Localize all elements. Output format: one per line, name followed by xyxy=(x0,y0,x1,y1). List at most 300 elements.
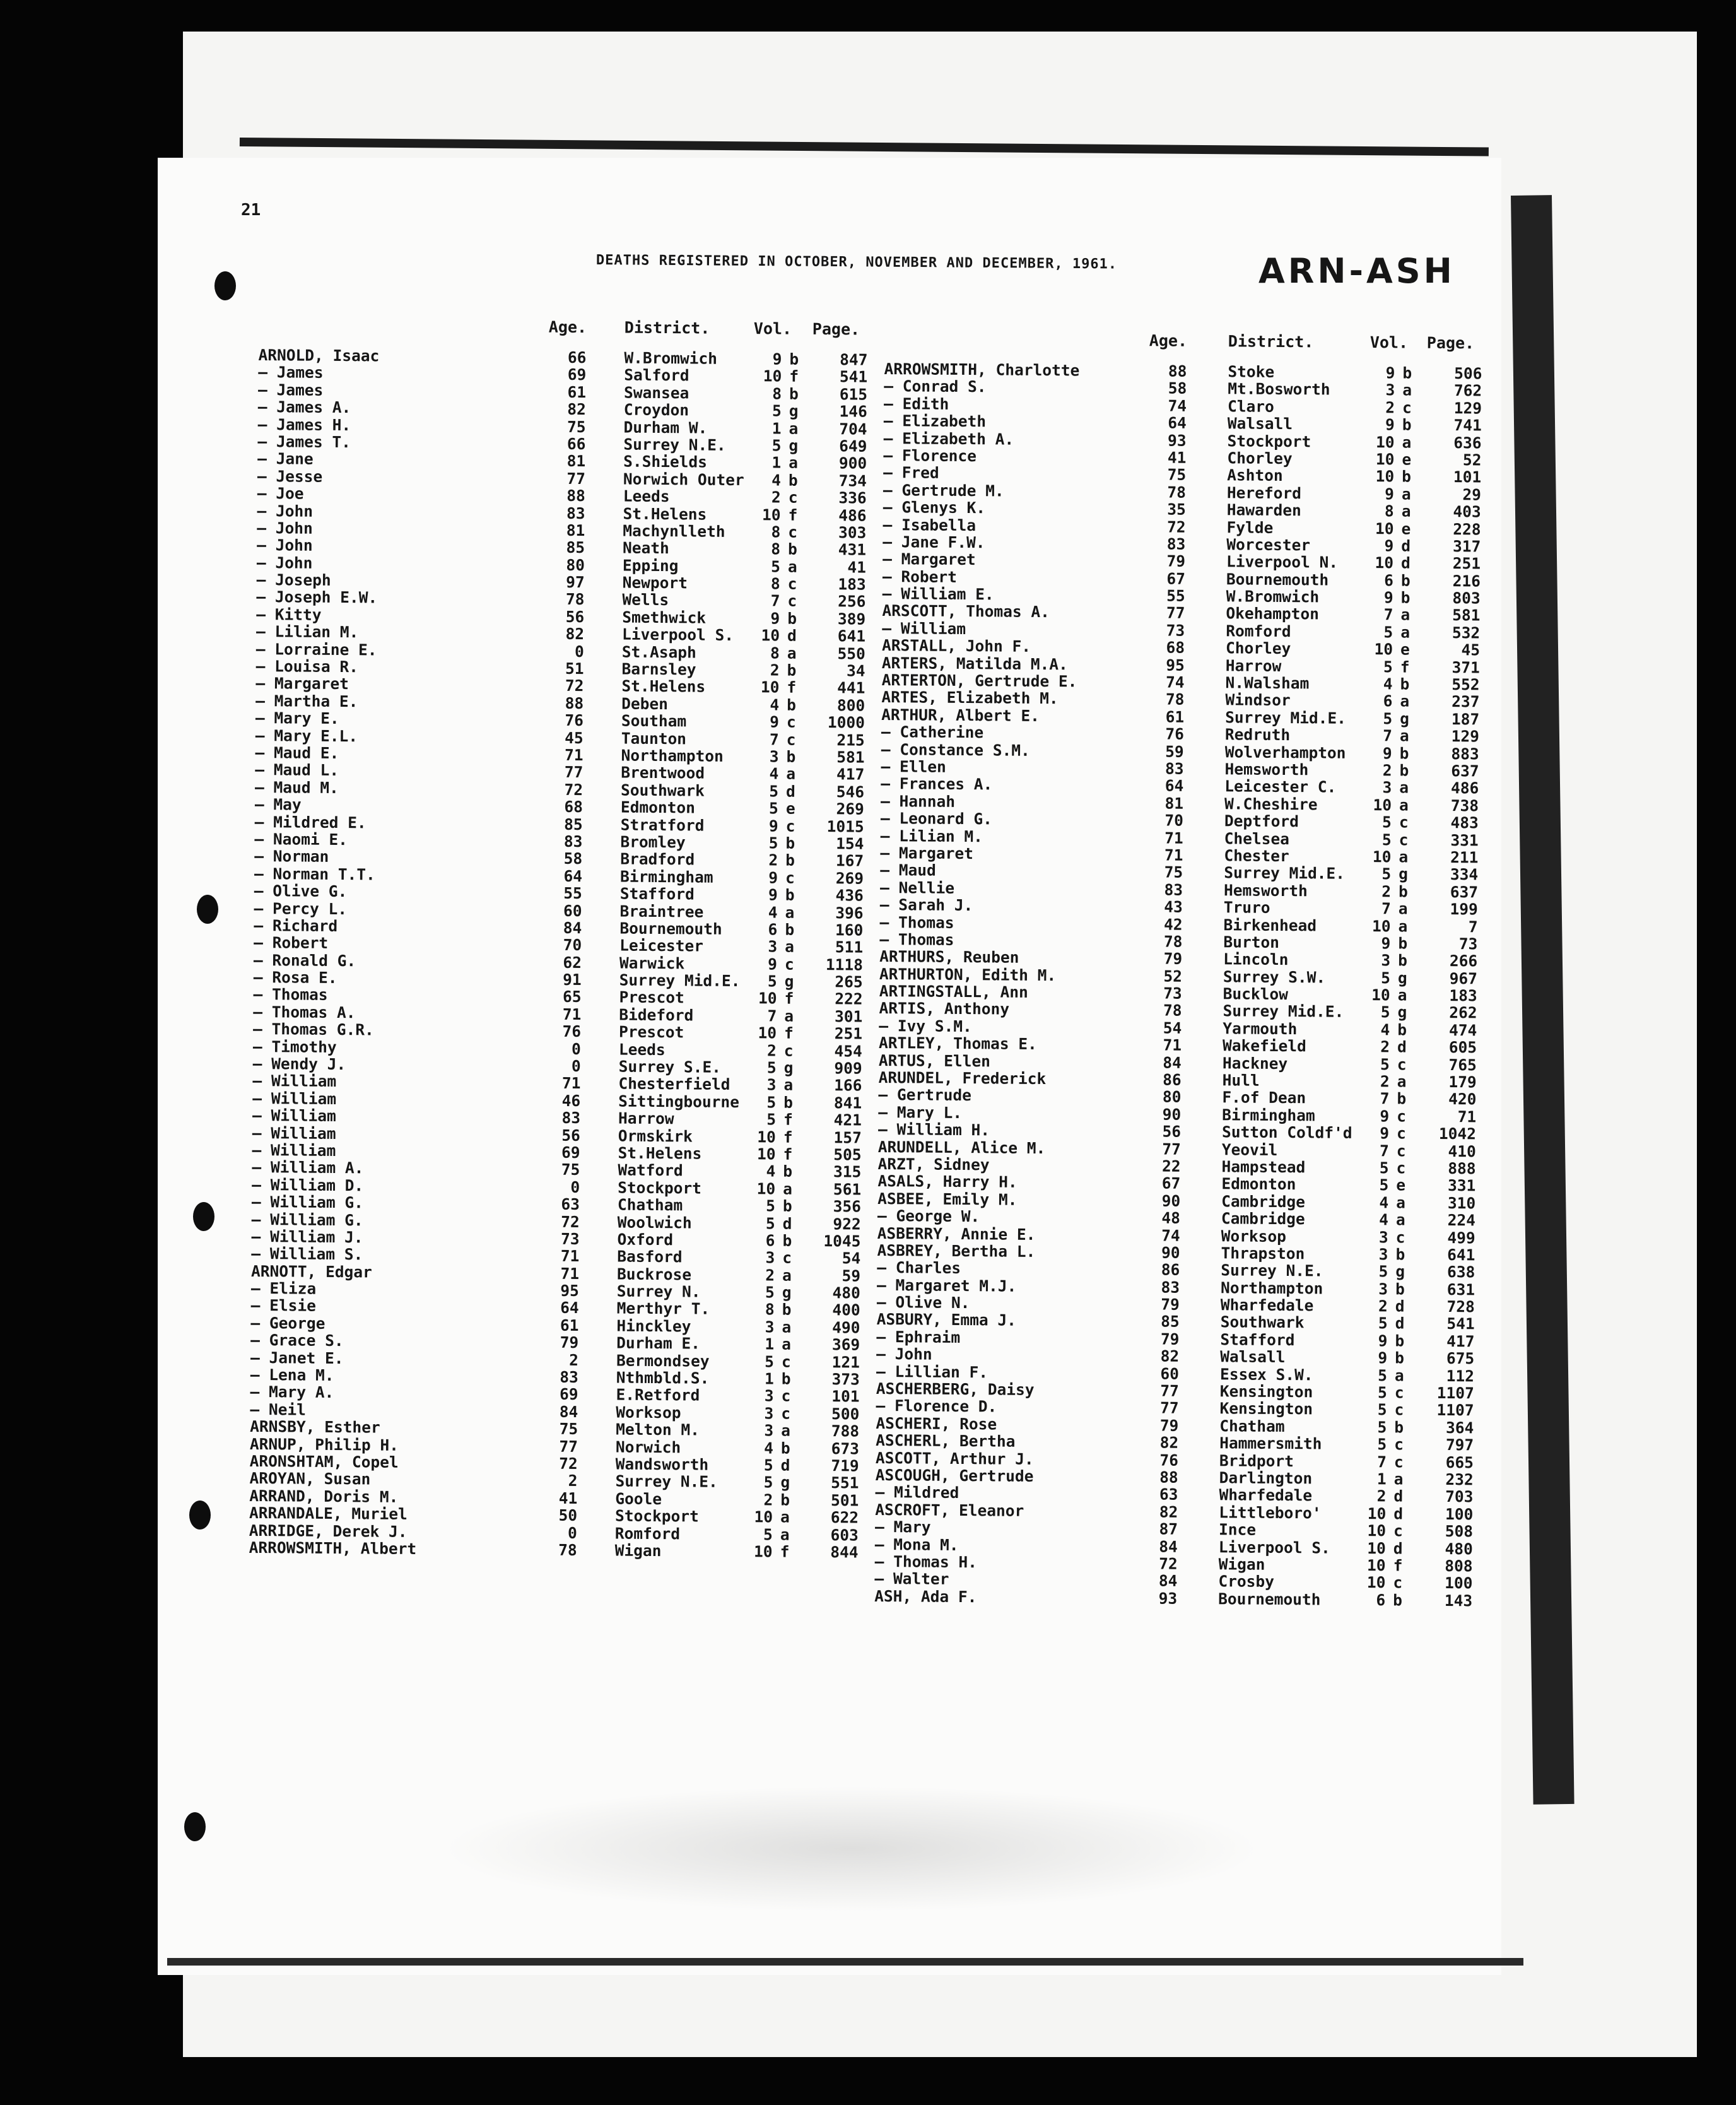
entry-age: 71 xyxy=(562,1005,582,1023)
entry-page: 506 xyxy=(1454,364,1482,383)
entry-name: ASBEE, Emily M. xyxy=(877,1189,1018,1209)
entry-name: ARROWSMITH, Charlotte xyxy=(884,359,1080,380)
entry-vol: 8 xyxy=(770,574,780,593)
entry-age: 79 xyxy=(1159,1416,1179,1435)
entry-district: Ince xyxy=(1218,1520,1257,1539)
entry-vol: 10 xyxy=(1367,1521,1387,1540)
entry-age: 69 xyxy=(567,365,587,384)
entry-age: 78 xyxy=(558,1540,577,1559)
entry-page: 7 xyxy=(1468,917,1478,936)
entry-age: 93 xyxy=(1168,431,1187,450)
entry-district: Bucklow xyxy=(1223,984,1289,1004)
page-number: 21 xyxy=(241,201,261,220)
entry-vol: 3 xyxy=(764,1404,774,1423)
entry-district: Surrey N.E. xyxy=(1221,1261,1323,1280)
entry-age: 71 xyxy=(561,1074,581,1093)
entry-name: — Maud xyxy=(880,861,936,880)
entry-name: ARTIS, Anthony xyxy=(879,999,1010,1019)
entry-age: 83 xyxy=(566,504,585,522)
entry-page: 331 xyxy=(1450,830,1479,849)
entry-age: 78 xyxy=(565,590,585,609)
entry-name: — Catherine xyxy=(881,722,984,742)
entry-name: — Mary L. xyxy=(878,1102,963,1122)
entry-section: c xyxy=(1396,1124,1406,1143)
entry-age: 72 xyxy=(565,676,584,695)
entry-district: Chorley xyxy=(1225,639,1291,658)
entry-name: — Olive G. xyxy=(254,882,348,901)
entry-district: Hampstead xyxy=(1221,1157,1306,1177)
entry-age: 80 xyxy=(1162,1087,1182,1107)
entry-name: ARSCOTT, Thomas A. xyxy=(882,601,1050,622)
entry-age: 0 xyxy=(571,1056,581,1076)
entry-page: 269 xyxy=(835,868,864,888)
entry-section: b xyxy=(786,747,796,766)
entry-section: b xyxy=(788,471,798,490)
punch-hole xyxy=(184,1812,206,1841)
entry-name: — Grace S. xyxy=(250,1331,344,1350)
entry-name: ARRANDALE, Muriel xyxy=(249,1504,408,1524)
entry-section: d xyxy=(785,782,795,801)
entry-section: b xyxy=(1394,1418,1404,1437)
punch-hole xyxy=(193,1202,214,1231)
entry-district: Stafford xyxy=(1220,1330,1295,1350)
punch-hole xyxy=(197,895,218,924)
entry-name: — Elizabeth xyxy=(883,411,987,431)
entry-vol: 5 xyxy=(1382,813,1392,832)
entry-vol: 2 xyxy=(1378,1297,1388,1316)
entry-page: 301 xyxy=(834,1007,863,1026)
entry-age: 73 xyxy=(1163,984,1182,1003)
entry-age: 68 xyxy=(1166,638,1185,657)
entry-age: 80 xyxy=(566,555,585,574)
entry-page: 922 xyxy=(833,1214,861,1234)
entry-section: a xyxy=(1399,847,1409,866)
entry-age: 77 xyxy=(1159,1398,1179,1418)
entry-age: 75 xyxy=(561,1160,580,1179)
entry-age: 75 xyxy=(1167,465,1187,485)
entry-vol: 2 xyxy=(1380,1072,1390,1091)
entry-age: 83 xyxy=(1164,759,1184,778)
entry-district: Surrey N.E. xyxy=(615,1471,718,1492)
entry-page: 232 xyxy=(1445,1470,1474,1489)
entry-district: Liverpool S. xyxy=(1218,1537,1330,1557)
entry-name: ARSTALL, John F. xyxy=(881,636,1031,656)
entry-section: c xyxy=(1393,1573,1403,1592)
entry-section: c xyxy=(1402,398,1412,417)
entry-age: 86 xyxy=(1163,1070,1182,1089)
entry-page: 675 xyxy=(1446,1349,1475,1368)
entry-district: Southwark xyxy=(1220,1312,1305,1332)
entry-vol: 8 xyxy=(765,1300,775,1319)
entry-section: f xyxy=(1400,657,1410,676)
entry-vol: 10 xyxy=(1375,519,1394,538)
entry-vol: 5 xyxy=(1378,1365,1388,1384)
entry-name: ASCOUGH, Gertrude xyxy=(875,1465,1034,1485)
entry-name: — Isabella xyxy=(883,515,976,534)
entry-name: ASH, Ada F. xyxy=(874,1586,977,1606)
entry-name: ARTHURTON, Edith M. xyxy=(879,964,1057,984)
entry-page: 631 xyxy=(1446,1280,1475,1299)
entry-page: 665 xyxy=(1445,1453,1474,1471)
entry-page: 550 xyxy=(837,644,865,663)
entry-district: Hemsworth xyxy=(1223,880,1308,900)
entry-district: Hereford xyxy=(1226,483,1302,502)
entry-section: a xyxy=(1394,1366,1404,1385)
entry-page: 224 xyxy=(1447,1211,1476,1230)
entry-name: — Robert xyxy=(882,567,958,586)
entry-age: 88 xyxy=(1159,1468,1178,1487)
entry-district: St.Helens xyxy=(621,676,706,697)
entry-section: e xyxy=(785,799,795,818)
entry-section: g xyxy=(1400,709,1410,728)
entry-section: b xyxy=(781,1369,791,1388)
entry-name: — James H. xyxy=(257,415,351,434)
entry-district: Leeds xyxy=(623,486,670,506)
entry-district: Surrey Mid.E. xyxy=(619,970,741,991)
entry-section: b xyxy=(1400,571,1410,590)
entry-age: 85 xyxy=(1161,1312,1180,1331)
entry-page: 146 xyxy=(839,402,867,421)
punch-hole xyxy=(214,271,236,300)
entry-name: — Louisa R. xyxy=(255,657,359,676)
entry-district: Redruth xyxy=(1224,725,1291,745)
entry-vol: 8 xyxy=(771,522,781,541)
entry-vol: 3 xyxy=(1381,951,1391,970)
entry-section: c xyxy=(1397,1055,1407,1074)
entry-page: 269 xyxy=(836,799,864,818)
entry-vol: 7 xyxy=(1379,1141,1389,1160)
entry-section: a xyxy=(780,1525,790,1544)
entry-section: a xyxy=(785,903,795,922)
entry-page: 622 xyxy=(830,1508,859,1527)
entry-district: Kensington xyxy=(1219,1399,1313,1418)
entry-vol: 4 xyxy=(766,1162,776,1181)
entry-page: 396 xyxy=(835,903,864,923)
entry-district: Prescot xyxy=(618,1022,684,1042)
entry-district: W.Bromwich xyxy=(1226,587,1320,606)
entry-vol: 4 xyxy=(764,1438,774,1458)
entry-district: Wolverhampton xyxy=(1224,742,1346,762)
entry-name: ARNOTT, Edgar xyxy=(250,1261,372,1282)
entry-vol: 3 xyxy=(1378,1245,1388,1264)
entry-section: b xyxy=(789,384,799,403)
entry-page: 649 xyxy=(839,437,867,456)
entry-name: — Naomi E. xyxy=(254,829,348,849)
entry-name: — Gertrude xyxy=(878,1085,972,1105)
entry-district: Hull xyxy=(1222,1071,1260,1090)
entry-age: 61 xyxy=(560,1316,579,1335)
entry-age: 68 xyxy=(564,797,584,817)
entry-age: 84 xyxy=(563,918,582,937)
entry-district: Littleboro' xyxy=(1219,1503,1322,1523)
entry-name: ARTUS, Ellen xyxy=(878,1051,991,1070)
entry-section: c xyxy=(785,817,795,835)
right-column xyxy=(874,329,1515,1609)
entry-age: 83 xyxy=(563,832,583,851)
entry-district: Leicester C. xyxy=(1224,777,1337,797)
entry-page: 800 xyxy=(836,696,865,715)
entry-name: ARROWSMITH, Albert xyxy=(249,1538,417,1558)
entry-page: 369 xyxy=(831,1335,860,1354)
entry-section: a xyxy=(1401,485,1411,504)
entry-page: 765 xyxy=(1448,1055,1477,1075)
entry-vol: 2 xyxy=(771,488,781,507)
entry-section: c xyxy=(1396,1159,1406,1177)
entry-page: 888 xyxy=(1448,1159,1476,1178)
entry-name: — Glenys K. xyxy=(883,498,986,517)
entry-section: b xyxy=(1397,1089,1407,1108)
entry-vol: 7 xyxy=(770,591,780,610)
entry-vol: 8 xyxy=(772,384,782,403)
entry-district: Northampton xyxy=(1220,1278,1323,1298)
entry-section: c xyxy=(781,1352,791,1371)
entry-name: — William xyxy=(252,1071,337,1091)
entry-name: — Janet E. xyxy=(250,1348,344,1367)
entry-name: — Mary E.L. xyxy=(255,726,358,745)
entry-name: ARTLEY, Thomas E. xyxy=(879,1034,1037,1054)
entry-district: Bournemouth xyxy=(619,919,722,938)
entry-age: 95 xyxy=(560,1281,579,1300)
entry-section: f xyxy=(789,367,799,386)
entry-name: — Thomas A. xyxy=(253,1002,356,1022)
entry-section: b xyxy=(783,1093,794,1112)
entry-district: Prescot xyxy=(619,988,684,1007)
entry-district: Okehampton xyxy=(1226,604,1320,623)
entry-district: St.Helens xyxy=(618,1143,702,1163)
entry-page: 505 xyxy=(833,1145,862,1164)
entry-district: Southwark xyxy=(620,781,705,800)
entry-page: 73 xyxy=(1458,935,1478,953)
entry-section: c xyxy=(788,522,798,541)
entry-age: 84 xyxy=(1158,1571,1178,1591)
entry-age: 64 xyxy=(560,1299,579,1318)
entry-name: — Eliza xyxy=(250,1279,317,1298)
entry-section: b xyxy=(1398,882,1408,901)
entry-section: d xyxy=(1393,1504,1404,1523)
entry-age: 55 xyxy=(1166,586,1185,605)
entry-section: b xyxy=(785,920,795,939)
entry-age: 88 xyxy=(565,693,584,712)
entry-district: Chatham xyxy=(617,1195,683,1215)
entry-section: b xyxy=(780,1490,790,1509)
entry-vol: 6 xyxy=(765,1231,775,1250)
entry-age: 90 xyxy=(1162,1105,1182,1124)
entry-district: Lincoln xyxy=(1223,950,1289,969)
entry-section: a xyxy=(1399,726,1409,745)
entry-name: — Florence xyxy=(883,445,977,466)
entry-name: — Wendy J. xyxy=(252,1054,346,1074)
entry-age: 54 xyxy=(1163,1018,1182,1037)
entry-age: 45 xyxy=(565,728,584,747)
entry-vol: 9 xyxy=(1385,363,1395,382)
entry-name: AROYAN, Susan xyxy=(249,1469,371,1489)
entry-age: 78 xyxy=(1167,483,1187,502)
entry-section: b xyxy=(782,1300,792,1319)
entry-age: 67 xyxy=(1166,569,1186,588)
entry-page: 222 xyxy=(835,989,863,1009)
entry-district: Warwick xyxy=(619,953,685,973)
entry-age: 81 xyxy=(566,521,585,540)
entry-section: d xyxy=(780,1456,790,1475)
entry-section: a xyxy=(1397,1072,1407,1091)
entry-age: 43 xyxy=(1164,897,1183,916)
entry-section: d xyxy=(1397,1037,1407,1056)
entry-age: 71 xyxy=(564,745,584,765)
entry-page: 1042 xyxy=(1438,1124,1477,1143)
entry-age: 73 xyxy=(560,1229,580,1248)
entry-district: F.of Dean xyxy=(1222,1088,1306,1107)
header-page: Page. xyxy=(1426,333,1475,353)
entry-section: f xyxy=(783,1110,793,1129)
entry-name: — Leonard G. xyxy=(880,809,993,828)
entry-district: Wigan xyxy=(614,1541,662,1560)
entry-section: a xyxy=(1402,380,1412,399)
entry-page: 410 xyxy=(1448,1141,1476,1160)
entry-page: 490 xyxy=(832,1318,860,1337)
entry-age: 84 xyxy=(559,1402,578,1421)
entry-name: — Thomas xyxy=(253,985,328,1005)
entry-section: a xyxy=(782,1318,792,1336)
entry-page: 129 xyxy=(1451,727,1480,746)
entry-page: 420 xyxy=(1448,1090,1477,1109)
entry-page: 436 xyxy=(835,886,864,905)
entry-section: c xyxy=(782,1248,792,1267)
entry-age: 85 xyxy=(564,815,583,834)
entry-page: 808 xyxy=(1445,1556,1473,1576)
entry-page: 183 xyxy=(1449,986,1477,1005)
entry-page: 552 xyxy=(1452,675,1480,694)
entry-name: ARTHURS, Reuben xyxy=(879,947,1019,967)
entry-district: Sittingbourne xyxy=(618,1092,740,1111)
entry-name: — George W. xyxy=(877,1206,980,1226)
entry-name: ARTHUR, Albert E. xyxy=(881,705,1040,725)
entry-vol: 10 xyxy=(1373,795,1392,815)
entry-section: c xyxy=(1394,1383,1404,1402)
entry-section: a xyxy=(783,1179,793,1198)
entry-page: 237 xyxy=(1452,692,1480,711)
entry-district: Norwich Outer xyxy=(623,469,744,489)
entry-district: Hackney xyxy=(1222,1053,1288,1073)
entry-district: Durham W. xyxy=(623,418,708,437)
entry-district: Stockport xyxy=(1227,431,1311,451)
entry-vol: 10 xyxy=(754,1542,773,1561)
entry-district: Burton xyxy=(1223,933,1280,952)
entry-vol: 3 xyxy=(768,937,778,956)
entry-district: Croydon xyxy=(623,400,689,420)
entry-section: d xyxy=(1401,536,1411,555)
entry-age: 55 xyxy=(563,883,582,903)
entry-age: 70 xyxy=(1164,811,1184,830)
entry-name: — William xyxy=(252,1123,336,1143)
entry-page: 266 xyxy=(1449,952,1478,970)
entry-name: — Nellie xyxy=(879,878,955,897)
entry-section: d xyxy=(787,626,797,645)
entry-page: 100 xyxy=(1445,1574,1473,1593)
entry-district: Crosby xyxy=(1218,1572,1275,1591)
entry-district: Braintree xyxy=(619,902,704,921)
entry-district: Stockport xyxy=(618,1178,702,1198)
entry-age: 64 xyxy=(1164,776,1184,796)
entry-page: 166 xyxy=(834,1076,862,1095)
entry-page: 551 xyxy=(831,1473,859,1492)
entry-district: Epping xyxy=(622,556,679,575)
entry-section: e xyxy=(1401,519,1411,538)
entry-name: — Ronald G. xyxy=(253,950,356,970)
entry-vol: 7 xyxy=(1383,605,1393,624)
entry-name: — John xyxy=(876,1345,932,1364)
entry-section: a xyxy=(782,1335,792,1353)
entry-section: a xyxy=(1397,986,1407,1005)
entry-vol: 9 xyxy=(770,712,780,731)
entry-age: 78 xyxy=(1163,1001,1182,1020)
entry-page: 501 xyxy=(830,1490,859,1510)
entry-vol: 2 xyxy=(1381,882,1392,901)
entry-age: 90 xyxy=(1161,1191,1181,1210)
entry-page: 41 xyxy=(847,558,867,577)
entry-name: — John xyxy=(256,553,313,572)
entry-section: b xyxy=(783,1162,793,1181)
entry-section: b xyxy=(1399,744,1409,763)
entry-vol: 5 xyxy=(766,1058,777,1077)
entry-section: g xyxy=(789,436,799,455)
entry-age: 72 xyxy=(564,780,584,799)
entry-name: — Timothy xyxy=(252,1037,337,1056)
entry-name: — Ephraim xyxy=(876,1327,961,1347)
entry-district: Worksop xyxy=(616,1403,681,1422)
entry-district: Birmingham xyxy=(619,867,713,887)
entry-vol: 5 xyxy=(1383,657,1393,676)
entry-age: 74 xyxy=(1168,396,1187,415)
entry-page: 1107 xyxy=(1436,1401,1474,1420)
entry-section: b xyxy=(1395,1245,1405,1264)
entry-district: Sutton Coldf'd xyxy=(1221,1123,1352,1143)
entry-vol: 3 xyxy=(765,1318,775,1336)
entry-age: 81 xyxy=(566,452,586,471)
entry-district: Bournemouth xyxy=(1218,1589,1321,1609)
entry-page: 637 xyxy=(1450,882,1479,902)
entry-age: 48 xyxy=(1161,1208,1181,1227)
entry-district: Surrey S.W. xyxy=(1223,967,1326,987)
smudge-mark xyxy=(442,1786,1262,1912)
entry-district: Hawarden xyxy=(1226,500,1301,520)
entry-section: c xyxy=(1397,1107,1407,1126)
entry-name: — Thomas H. xyxy=(874,1552,978,1572)
entry-page: 441 xyxy=(837,678,865,697)
entry-section: d xyxy=(1401,553,1410,572)
entry-age: 69 xyxy=(561,1143,580,1162)
entry-age: 35 xyxy=(1167,500,1186,519)
entry-name: ASBURY, Emma J. xyxy=(876,1310,1017,1330)
entry-section: a xyxy=(785,937,795,956)
entry-page: 52 xyxy=(1462,451,1482,469)
entry-section: a xyxy=(1398,916,1408,936)
entry-age: 0 xyxy=(567,1523,577,1542)
entry-name: — Mary xyxy=(874,1518,931,1536)
entry-district: W.Bromwich xyxy=(624,348,718,368)
entry-section: b xyxy=(1402,363,1412,382)
entry-district: Stoke xyxy=(1228,362,1275,381)
punch-hole xyxy=(189,1501,211,1530)
entry-name: — Frances A. xyxy=(881,774,993,794)
entry-vol: 5 xyxy=(1379,1176,1389,1194)
entry-name: — William S. xyxy=(251,1244,363,1264)
header-page: Page. xyxy=(812,319,860,339)
entry-page: 129 xyxy=(1453,398,1482,418)
entry-page: 797 xyxy=(1445,1436,1474,1454)
entry-name: — James xyxy=(258,363,324,382)
entry-vol: 5 xyxy=(1380,1054,1390,1073)
entry-section: b xyxy=(1397,1020,1407,1039)
